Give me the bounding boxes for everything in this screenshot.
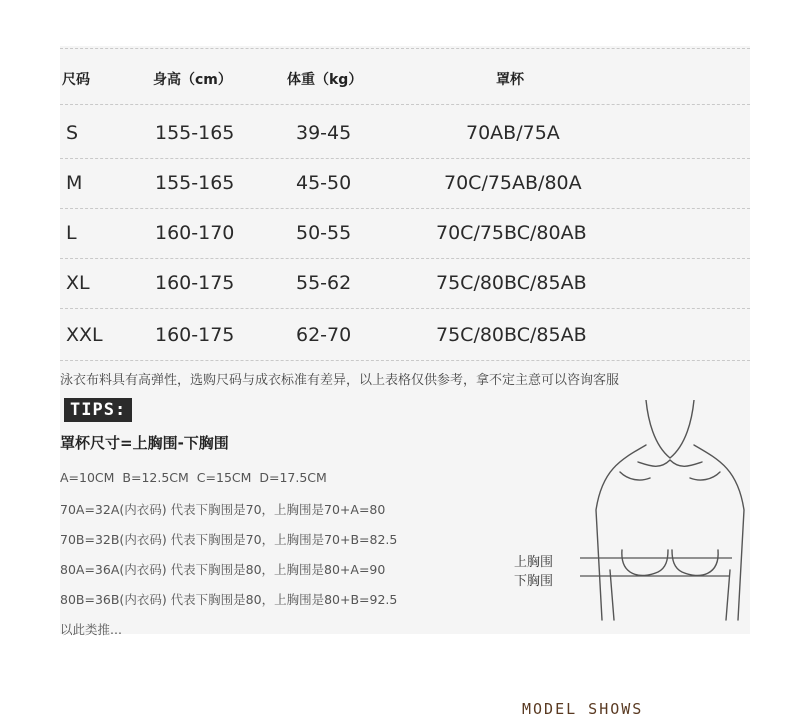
example-line: 80B=36B(内衣码) 代表下胸围是80，上胸围是80+B=92.5 <box>60 592 398 607</box>
table-bottom-divider <box>60 360 750 361</box>
etc-line: 以此类推... <box>60 622 122 637</box>
height-cell: 160-175 <box>155 324 235 346</box>
cup-cell: 70C/75BC/80AB <box>436 222 587 244</box>
weight-cell: 39-45 <box>296 122 352 144</box>
cup-formula: 罩杯尺寸=上胸围-下胸围 <box>60 434 229 452</box>
weight-cell: 62-70 <box>296 324 352 346</box>
cup-cell: 75C/80BC/85AB <box>436 324 587 346</box>
header-height: 身高（cm） <box>153 72 232 88</box>
row-divider <box>60 258 750 259</box>
weight-cell: 50-55 <box>296 222 352 244</box>
size-cell: L <box>66 222 77 244</box>
example-line: 70A=32A(内衣码) 代表下胸围是70，上胸围是70+A=80 <box>60 502 386 517</box>
example-line: 80A=36A(内衣码) 代表下胸围是80，上胸围是80+A=90 <box>60 562 386 577</box>
size-cell: XXL <box>66 324 103 346</box>
upper-bust-label: 上胸围 <box>514 555 554 570</box>
cup-cell: 70AB/75A <box>466 122 560 144</box>
model-shows-heading: MODEL SHOWS <box>522 700 644 718</box>
height-cell: 155-165 <box>155 172 235 194</box>
size-cell: XL <box>66 272 90 294</box>
cup-increment-line: A=10CM B=12.5CM C=15CM D=17.5CM <box>60 470 327 485</box>
fabric-note: 泳衣布料具有高弹性，选购尺码与成衣标准有差异，以上表格仅供参考，拿不定主意可以咨询客服 <box>60 373 620 388</box>
row-divider <box>60 208 750 209</box>
height-cell: 160-170 <box>155 222 235 244</box>
header-weight: 体重（kg） <box>287 72 363 88</box>
cup-cell: 70C/75AB/80A <box>444 172 582 194</box>
cup-cell: 75C/80BC/85AB <box>436 272 587 294</box>
header-divider <box>60 104 750 105</box>
weight-cell: 55-62 <box>296 272 352 294</box>
row-divider <box>60 158 750 159</box>
weight-cell: 45-50 <box>296 172 352 194</box>
size-cell: M <box>66 172 83 194</box>
height-cell: 160-175 <box>155 272 235 294</box>
tips-badge: TIPS: <box>64 398 132 422</box>
bust-measurement-diagram <box>580 400 760 630</box>
example-line: 70B=32B(内衣码) 代表下胸围是70，上胸围是70+B=82.5 <box>60 532 398 547</box>
size-cell: S <box>66 122 79 144</box>
table-top-divider <box>60 48 750 49</box>
row-divider <box>60 308 750 309</box>
under-bust-label: 下胸围 <box>514 574 554 589</box>
height-cell: 155-165 <box>155 122 235 144</box>
header-cup: 罩杯 <box>496 72 524 88</box>
header-size: 尺码 <box>62 72 90 88</box>
